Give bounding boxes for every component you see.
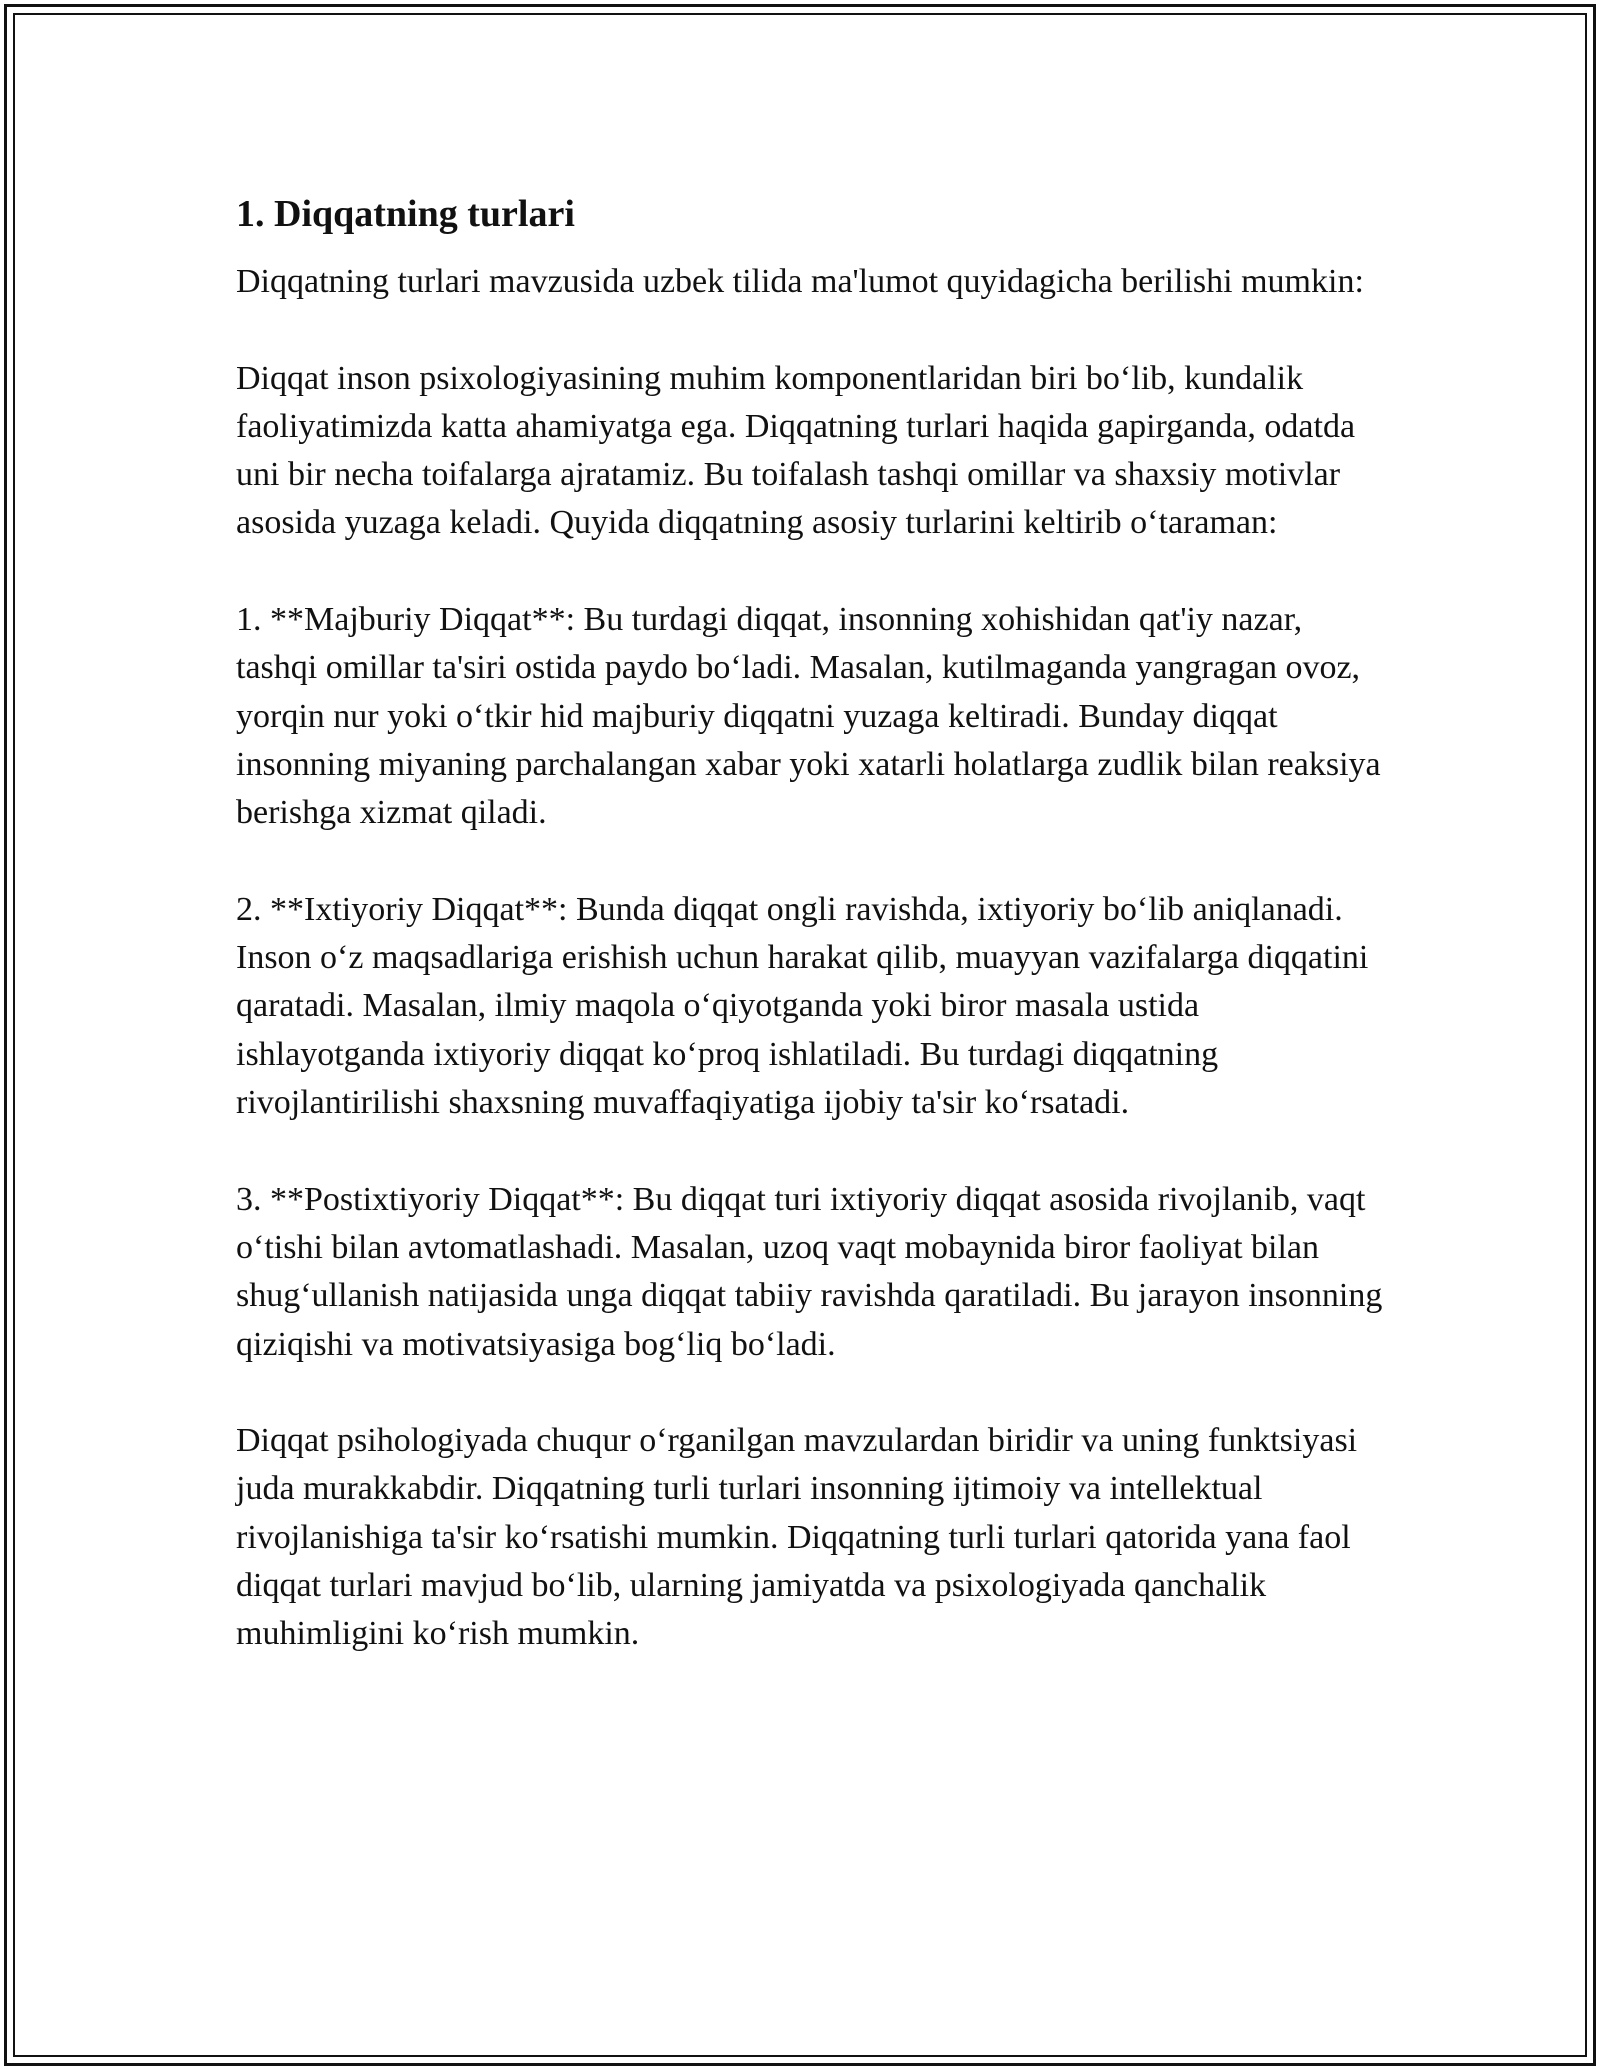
document-title: 1. Diqqatning turlari xyxy=(236,193,575,235)
list-item-ixtiyoriy: 2. **Ixtiyoriy Diqqat**: Bunda diqqat ongli ravishda, ixtiyoriy bo‘lib aniqlanadi. Inson o‘z maqsadlariga erishish uchun harakat qilib, muayyan vazifalarga diqqatini qaratadi. Masalan, ilmiy maqola o‘qiyotganda yoki biror masala ustida ishlayotganda ixtiyoriy diqqat ko‘proq ishlatiladi. Bu turdagi diqqatning rivojlantirilishi shaxsning muvaffaqiyatiga ijobiy ta'sir ko‘rsatadi. xyxy=(236,890,1369,1122)
intro-paragraph: Diqqatning turlari mavzusida uzbek tilida ma'lumot quyidagicha berilishi mumkin: xyxy=(236,263,1364,300)
overview-paragraph: Diqqat inson psixologiyasining muhim komponentlaridan biri bo‘lib, kundalik faoliyatimizda katta ahamiyatga ega. Diqqatning turlari haqida gapirganda, odatda uni bir necha toifalarga ajratamiz. Bu toifalash tashqi omillar va shaxsiy motivlar asosida yuzaga keladi. Quyida diqqatning asosiy turlarini keltirib o‘taraman: xyxy=(236,359,1356,542)
list-item-majburiy: 1. **Majburiy Diqqat**: Bu turdagi diqqat, insonning xohishidan qat'iy nazar, tashqi omillar ta'siri ostida paydo bo‘ladi. Masalan, kutilmaganda yangragan ovoz, yorqin nur yoki o‘tkir hid majburiy diqqatni yuzaga keltiradi. Bunday diqqat insonning miyaning parchalangan xabar yoki xatarli holatlarga zudlik bilan reaksiya berishga xizmat qiladi. xyxy=(236,601,1381,832)
list-item-postixtiyoriy: 3. **Postixtiyoriy Diqqat**: Bu diqqat turi ixtiyoriy diqqat asosida rivojlanib, vaqt o‘tishi bilan avtomatlashadi. Masalan, uzoq vaqt mobaynida biror faoliyat bilan shug‘ullanish natijasida unga diqqat tabiiy ravishda qaratiladi. Bu jarayon insonning qiziqishi va motivatsiyasiga bog‘liq bo‘ladi. xyxy=(236,1180,1383,1363)
conclusion-paragraph: Diqqat psihologiyada chuqur o‘rganilgan mavzulardan biridir va uning funktsiyasi juda murakkabdir. Diqqatning turli turlari insonning ijtimoiy va intellektual rivojlanishiga ta'sir ko‘rsatishi mumkin. Diqqatning turli turlari qatorida yana faol diqqat turlari mavjud bo‘lib, ularning jamiyatda va psixologiyada qanchalik muhimligini ko‘rish mumkin. xyxy=(236,1422,1358,1653)
document-body xyxy=(236,188,1386,1707)
